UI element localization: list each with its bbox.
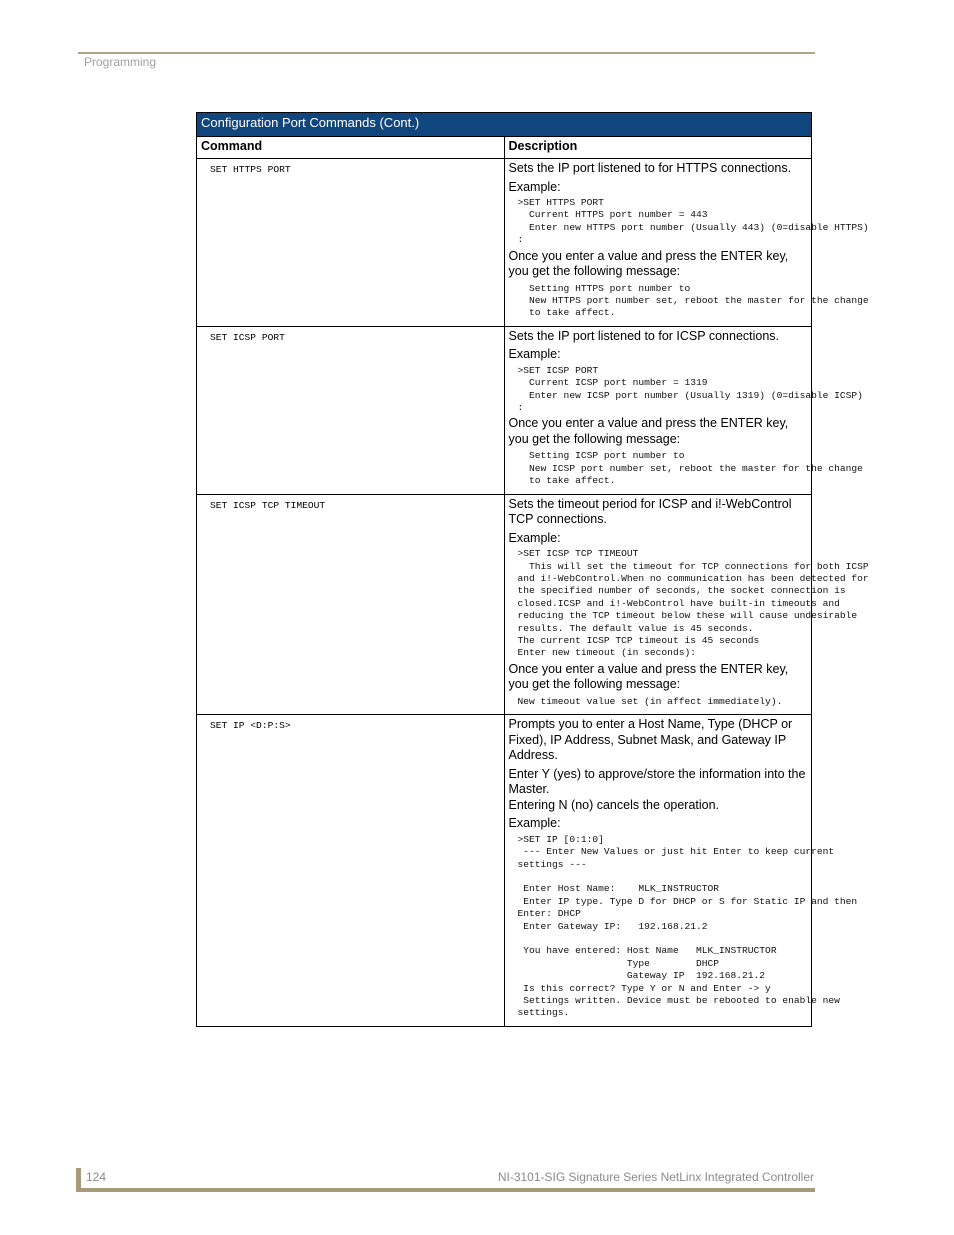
description-text: Once you enter a value and press the ENTER key, you get the following message:: [508, 248, 789, 279]
example-code: >SET ICSP PORT Current ICSP port number = 1319 Enter new ICSP port number (Usually 1319) (0=disable ICSP) :: [517, 364, 863, 414]
column-header-description: Description: [504, 137, 812, 159]
example-label: Example:: [508, 179, 561, 194]
example-label: Example:: [508, 816, 561, 831]
table-title: Configuration Port Commands (Cont.): [197, 113, 812, 137]
description-text: Once you enter a value and press the ENTER key, you get the following message:: [508, 661, 789, 692]
table-row: [197, 159, 812, 327]
column-header-command: Command: [197, 137, 505, 159]
table-row: [197, 494, 812, 715]
command-name: SET ICSP PORT: [197, 326, 505, 494]
command-name: SET ICSP TCP TIMEOUT: [197, 494, 505, 715]
description-text: Once you enter a value and press the ENTER key, you get the following message:: [508, 416, 789, 446]
message-code: Setting HTTPS port number to New HTTPS port number set, reboot the master for the change to take affect.: [529, 282, 869, 319]
example-code: >SET ICSP TCP TIMEOUT This will set the timeout for TCP connections for both ICSP and i!-WebControl.When no communication has been detected for the specified number of seconds, the socket connection is closed.ICSP and i!-WebControl have built-in timeouts and reducing the TCP timeout below these will cause undesirable results. The default value is 45 seconds. The current ICSP TCP timeout is 45 seconds Enter new timeout (in seconds):: [517, 548, 869, 659]
message-code: New timeout value set (in affect immediately).: [517, 695, 783, 707]
example-code: >SET IP [0:1:0] --- Enter New Values or just hit Enter to keep current settings --- Enter Host Name: MLK_INSTRUCTOR Enter IP type. Type D for DHCP or S for Static IP and then Enter: DHCP Enter Gateway IP: 192.168.21.2 You have entered: Host Name MLK_INSTRUCTOR Type DHCP Gateway IP 192.168.21.2 Is this correct? Type Y or N and Enter -> y Settings written. Device must be rebooted to enable new settings.: [517, 833, 858, 1019]
command-description: [504, 326, 863, 494]
section-label: Programming: [84, 55, 157, 69]
table-row: [197, 715, 812, 1027]
message-code: Setting ICSP port number to New ICSP port number set, reboot the master for the change to take affect.: [529, 450, 863, 487]
page-number: 124: [86, 1170, 107, 1184]
example-label: Example:: [508, 530, 561, 545]
description-text: Sets the timeout period for ICSP and i!-WebControl TCP connections.: [508, 496, 792, 527]
command-name: SET HTTPS PORT: [197, 159, 505, 327]
command-description: [504, 715, 858, 1027]
example-code: >SET HTTPS PORT Current HTTPS port number = 443 Enter new HTTPS port number (Usually 443) (0=disable HTTPS) :: [517, 197, 869, 246]
footer-rule: [78, 1188, 815, 1192]
description-text: Entering N (no) cancels the operation.: [508, 797, 720, 812]
document-title: NI-3101-SIG Signature Series NetLinx Integrated Controller: [497, 1170, 814, 1184]
description-text: Enter Y (yes) to approve/store the information into the Master.: [508, 766, 806, 797]
description-text: Sets the IP port listened to for HTTPS connections.: [508, 161, 792, 175]
configuration-port-commands-table: [196, 112, 869, 1027]
command-name: SET IP <D:P:S>: [197, 715, 505, 1027]
table-row: [197, 326, 812, 494]
example-label: Example:: [508, 347, 561, 362]
description-text: Sets the IP port listened to for ICSP connections.: [508, 328, 780, 343]
command-description: [504, 159, 869, 327]
header-rule: [78, 52, 815, 54]
description-text: Prompts you to enter a Host Name, Type (DHCP or Fixed), IP Address, Subnet Mask, and Gateway IP Address.: [508, 717, 793, 763]
command-description: [504, 494, 869, 715]
